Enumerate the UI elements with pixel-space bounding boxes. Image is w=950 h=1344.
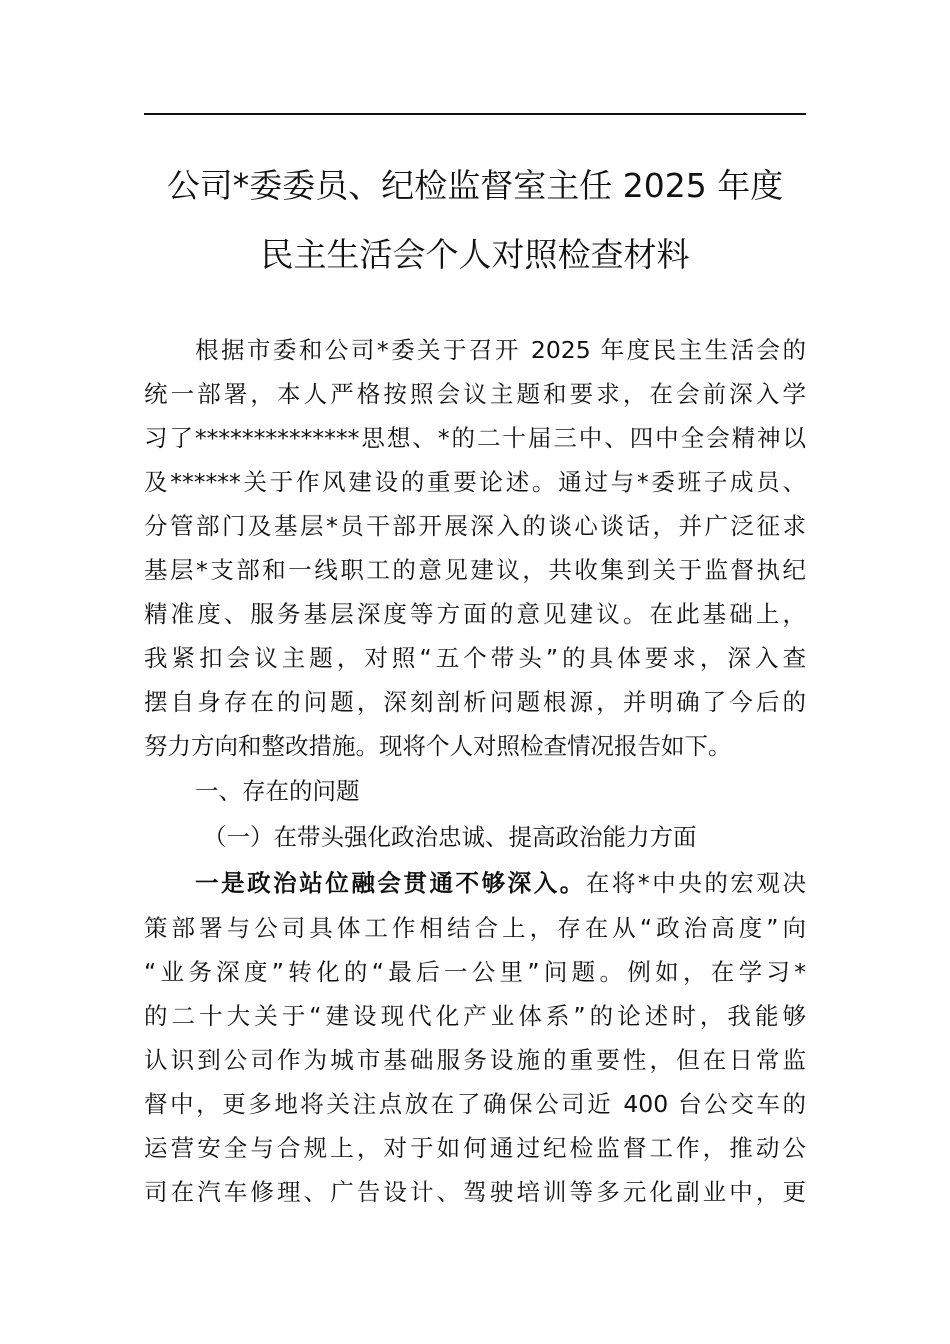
subsection-heading: （一）在带头强化政治忠诚、提高政治能力方面 — [203, 823, 697, 851]
intro-line-1: 根据市委和公司*委关于召开 2025 年度民主生活会的 — [195, 336, 806, 364]
intro-line-8: 我紧扣会议主题，对照“五个带头”的具体要求，深入查 — [144, 644, 806, 672]
point-one-line-6: 督中，更多地将关注点放在了确保公司近 400 台公交车的 — [144, 1090, 806, 1118]
point-one-bold-lead: 一是政治站位融会贯通不够深入。 — [195, 869, 586, 897]
intro-line-2: 统一部署，本人严格按照会议主题和要求，在会前深入学 — [144, 380, 806, 408]
point-one-line-2: 策部署与公司具体工作相结合上，存在从“政治高度”向 — [144, 914, 806, 942]
intro-line-9: 摆自身存在的问题，深刻剖析问题根源，并明确了今后的 — [144, 688, 806, 716]
intro-line-7: 精准度、服务基层深度等方面的意见建议。在此基础上， — [144, 600, 806, 628]
point-one-line-4: 的二十大关于“建设现代化产业体系”的论述时，我能够 — [144, 1002, 806, 1030]
intro-line-5: 分管部门及基层*员干部开展深入的谈心谈话，并广泛征求 — [144, 512, 806, 540]
intro-line-4: 及******关于作风建设的重要论述。通过与*委班子成员、 — [144, 468, 806, 496]
point-one-line-5: 认识到公司作为城市基础服务设施的重要性，但在日常监 — [144, 1046, 806, 1074]
intro-line-3: 习了**************思想、*的二十届三中、四中全会精神以 — [144, 424, 806, 452]
document-title-line-2: 民主生活会个人对照检查材料 — [260, 235, 690, 274]
point-one-line-8: 司在汽车修理、广告设计、驾驶培训等多元化副业中，更 — [144, 1178, 806, 1206]
point-one-line-7: 运营安全与合规上，对于如何通过纪检监督工作，推动公 — [144, 1134, 806, 1162]
point-one-first-line — [195, 866, 806, 900]
header-rule — [144, 113, 806, 115]
point-one-first-line-rest: 在将*中央的宏观决 — [585, 869, 807, 897]
intro-line-6: 基层*支部和一线职工的意见建议，共收集到关于监督执纪 — [144, 556, 806, 584]
section-heading: 一、存在的问题 — [195, 777, 360, 805]
intro-line-10: 努力方向和整改措施。现将个人对照检查情况报告如下。 — [144, 732, 732, 760]
document-title-line-1: 公司*委委员、纪检监督室主任 2025 年度 — [166, 166, 784, 205]
point-one-line-3: “业务深度”转化的“最后一公里”问题。例如，在学习* — [144, 958, 806, 986]
